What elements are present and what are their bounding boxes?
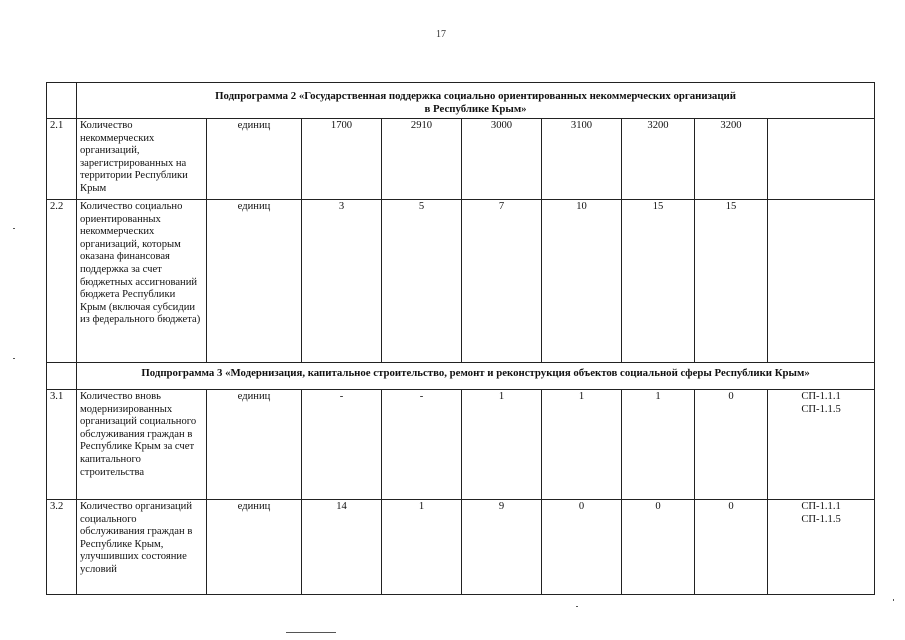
row-number: 2.1: [47, 119, 77, 200]
value-cell: 3000: [462, 119, 542, 200]
row-number: 2.2: [47, 200, 77, 363]
unit-cell: единиц: [207, 500, 302, 595]
scan-artifact: [576, 606, 578, 607]
value-cell: -: [382, 390, 462, 500]
indicator-name: Количество некоммерческих организаций, зарегистрированных на территории Республики Крым: [77, 119, 207, 200]
scan-artifact: [13, 228, 15, 229]
value-cell: 2910: [382, 119, 462, 200]
scan-artifact: [286, 632, 336, 633]
value-cell: 3: [302, 200, 382, 363]
value-cell: 7: [462, 200, 542, 363]
value-cell: 5: [382, 200, 462, 363]
value-cell: 1: [382, 500, 462, 595]
reference-code: СП-1.1.5: [801, 513, 841, 525]
subprogram-2-title-line1: Подпрограмма 2 «Государственная поддержка социально ориентированных некоммерческих организаций: [215, 90, 736, 102]
scan-artifact: [893, 599, 894, 601]
indicator-name: Количество вновь модернизированных организаций социального обслуживания граждан в Республике Крым за счет капитального строительства: [77, 390, 207, 500]
reference-cell: [768, 390, 875, 500]
subprogram-2-title-line2: в Республике Крым»: [424, 103, 527, 115]
reference-code: СП-1.1.1: [801, 391, 841, 402]
indicators-table: [46, 82, 875, 595]
reference-code: СП-1.1.5: [801, 403, 841, 415]
indicator-name: Количество социально ориентированных некоммерческих организаций, которым оказана финансовая поддержка за счет бюджетных ассигнований бюджета Республики Крым (включая субсидии из федерального бюджета): [77, 200, 207, 363]
reference-cell: [768, 119, 875, 200]
value-cell: 0: [695, 390, 768, 500]
value-cell: 3200: [695, 119, 768, 200]
unit-cell: единиц: [207, 119, 302, 200]
table-row: [47, 200, 875, 363]
value-cell: 0: [695, 500, 768, 595]
subprogram-2-title: [77, 83, 875, 119]
value-cell: 3200: [622, 119, 695, 200]
table-row: [47, 500, 875, 595]
value-cell: 10: [542, 200, 622, 363]
table-row: [47, 119, 875, 200]
value-cell: 1700: [302, 119, 382, 200]
reference-cell: [768, 200, 875, 363]
value-cell: 1: [462, 390, 542, 500]
scan-artifact: [13, 358, 15, 359]
value-cell: 0: [542, 500, 622, 595]
subprogram-2-header-row: [47, 83, 875, 119]
value-cell: 1: [622, 390, 695, 500]
subprogram-3-title: Подпрограмма 3 «Модернизация, капитальное строительство, ремонт и реконструкция объектов социальной сферы Республики Крым»: [77, 363, 875, 390]
value-cell: -: [302, 390, 382, 500]
row-number: 3.1: [47, 390, 77, 500]
indicator-name: Количество организаций социального обслуживания граждан в Республике Крым, улучшивших состояние условий: [77, 500, 207, 595]
row-number: 3.2: [47, 500, 77, 595]
page-number: 17: [436, 29, 446, 40]
unit-cell: единиц: [207, 390, 302, 500]
reference-code: СП-1.1.1: [801, 501, 841, 512]
value-cell: 15: [622, 200, 695, 363]
subprogram-3-header-row: [47, 363, 875, 390]
table-row: [47, 390, 875, 500]
unit-cell: единиц: [207, 200, 302, 363]
value-cell: 15: [695, 200, 768, 363]
value-cell: 14: [302, 500, 382, 595]
value-cell: 0: [622, 500, 695, 595]
header-empty-cell: [47, 83, 77, 119]
value-cell: 3100: [542, 119, 622, 200]
header-empty-cell: [47, 363, 77, 390]
value-cell: 9: [462, 500, 542, 595]
reference-cell: [768, 500, 875, 595]
value-cell: 1: [542, 390, 622, 500]
